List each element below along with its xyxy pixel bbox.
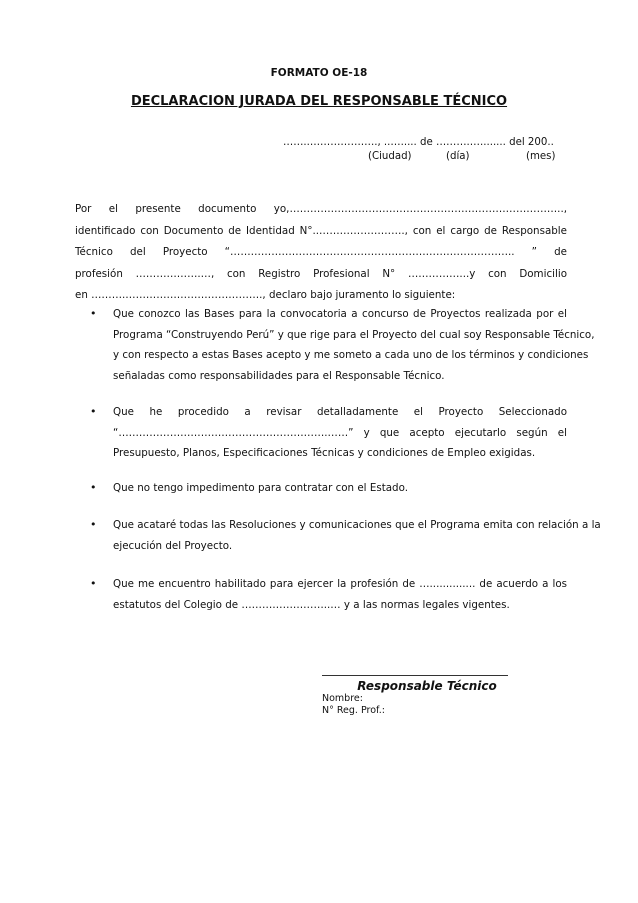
signature-role: Responsable Técnico [357, 679, 497, 693]
declaration-line: Que conozco las Bases para la convocatoria a concurso de Proyectos realizada por el [113, 308, 567, 320]
bullet-icon: • [90, 481, 97, 494]
date-line: ……..……………….., ..…..... de ……….…........ del 200.. [283, 137, 554, 148]
document-title: DECLARACION JURADA DEL RESPONSABLE TÉCNICO [130, 94, 508, 109]
format-code: FORMATO OE-18 [270, 67, 368, 79]
bullet-icon: • [90, 518, 97, 531]
declaration-line: ejecución del Proyecto. [113, 539, 233, 552]
intro-line: identificado con Documento de Identidad N°..……………………., con el cargo de Responsable [75, 224, 567, 237]
date-label-month: (mes) [526, 151, 556, 162]
declaration-line: Presupuesto, Planos, Especificaciones Técnicas y condiciones de Empleo exigidas. [113, 447, 536, 459]
declaration-line: “…………………………………………………….……” y que acepto ejecutarlo según el [113, 426, 567, 439]
bullet-icon: • [90, 577, 97, 590]
declaration-line: estatutos del Colegio de ……………………..… y a las normas legales vigentes. [113, 598, 510, 611]
signature-reg-label: N° Reg. Prof.: [322, 705, 385, 716]
declaration-item [90, 515, 601, 556]
declaration-item [90, 304, 595, 386]
declaration-line: Que acataré todas las Resoluciones y comunicaciones que el Programa emita con relación a la [113, 519, 601, 531]
bullet-icon: • [90, 405, 97, 418]
intro-line: profesión ……………….…, con Registro Profesional N° ……………...y con Domicilio [75, 267, 567, 280]
date-label-day: (día) [446, 151, 470, 162]
date-label-city: (Ciudad) [368, 151, 412, 162]
intro-line: Por el presente documento yo,…………………………………………………………………….., [75, 203, 567, 215]
signature-line [322, 675, 508, 676]
declaration-line: Que me encuentro habilitado para ejercer la profesión de ….............. de acuerdo a los [113, 578, 567, 590]
declaration-line: y con respecto a estas Bases acepto y me someto a cada uno de los términos y condiciones [113, 349, 589, 361]
declaration-line: Que he procedido a revisar detalladamente el Proyecto Seleccionado [113, 406, 567, 418]
intro-line: en ……….…………………………………., declaro bajo juramento lo siguiente: [75, 289, 456, 301]
declaration-line: Programa “Construyendo Perú” y que rige para el Proyecto del cual soy Responsable Técnico, [113, 328, 595, 341]
declaration-line: señaladas como responsabilidades para el Responsable Técnico. [113, 369, 445, 382]
date-labels [283, 151, 583, 165]
declaration-item [90, 478, 567, 499]
intro-paragraph [75, 199, 567, 307]
declaration-item [90, 402, 567, 464]
signature-block [322, 675, 522, 717]
declaration-line: Que no tengo impedimento para contratar con el Estado. [113, 482, 408, 494]
signature-name-label: Nombre: [322, 693, 363, 704]
bullet-icon: • [90, 307, 97, 320]
declaration-item [90, 574, 567, 615]
intro-line: Técnico del Proyecto “……………………………………………………………………….. ” de [75, 246, 567, 258]
